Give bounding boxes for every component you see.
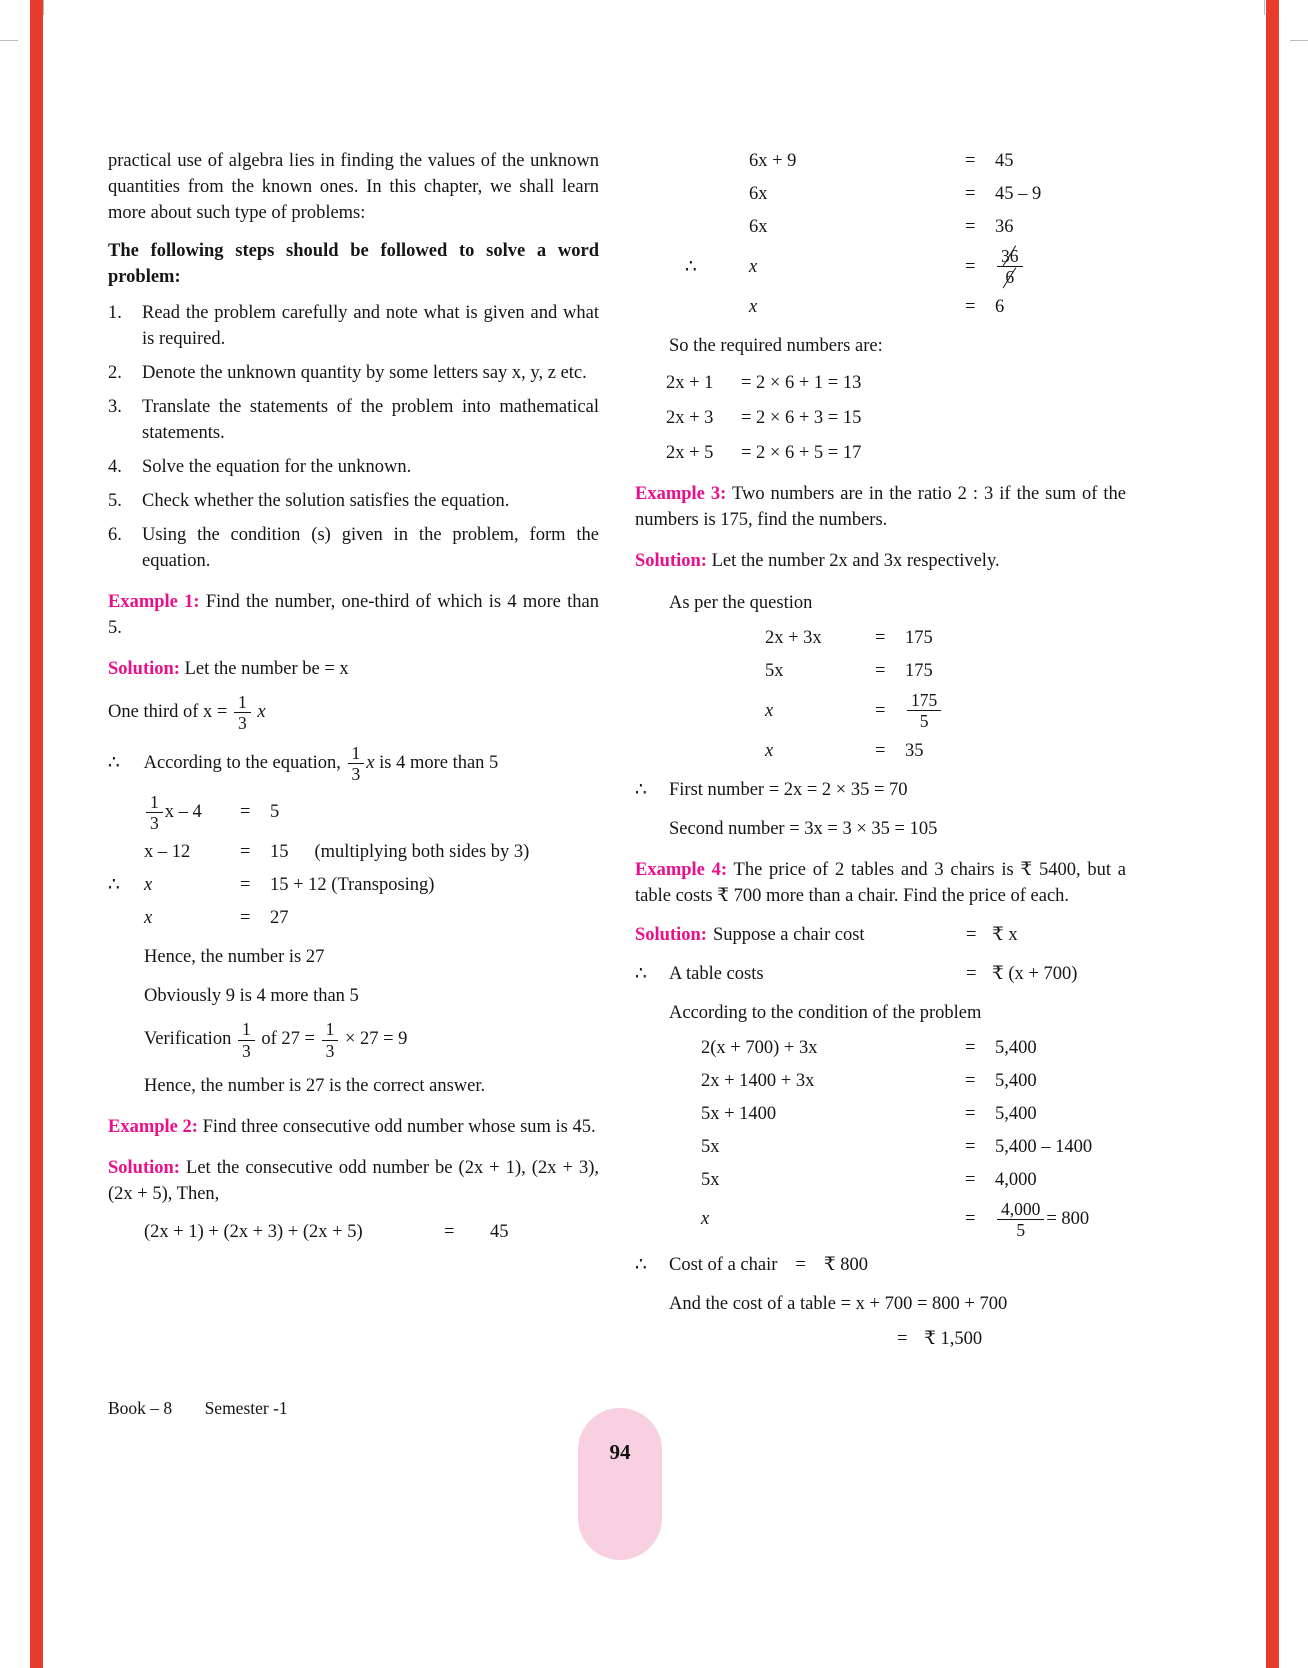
equals-sign: = [240, 875, 251, 896]
equals-sign: = [240, 802, 251, 823]
numerator: 1 [150, 791, 159, 812]
solution-2-text: Let the consecutive odd number be (2x + 1), (2x + 3), (2x + 5), Then, [108, 1158, 600, 1204]
equals-sign: = [240, 908, 251, 929]
fraction [995, 1200, 1046, 1240]
cancelled-value: 6 [1005, 267, 1015, 288]
numerator: 1 [241, 1019, 251, 1040]
page-number-capsule [578, 1408, 662, 1560]
equation-lhs: 5x [701, 1169, 720, 1190]
solution-4-label: Solution: [635, 924, 707, 945]
fraction [236, 1020, 257, 1060]
example-3-text: Two numbers are in the ratio 2 : 3 if the sum of the numbers is 175, find the numbers. [635, 483, 1126, 530]
one-third-line [108, 693, 599, 733]
equals-sign: = [965, 1169, 976, 1190]
equation-rhs: 5,400 [995, 1070, 1037, 1091]
equation-rhs [270, 839, 599, 865]
equals-sign: = [875, 660, 886, 681]
math-text: Suppose a chair cost [712, 924, 865, 945]
equation-lhs: 2x + 1400 + 3x [701, 1070, 815, 1091]
left-margin-bar [30, 0, 43, 1668]
therefore-symbol: ∴ [685, 256, 697, 277]
equation-lhs: 2x + 3 [666, 407, 714, 428]
equals-sign: = [966, 963, 977, 984]
step-number: 2. [108, 363, 122, 383]
equation-rhs [995, 1200, 1126, 1240]
example-4-paragraph [635, 857, 1126, 909]
sum-equation [144, 1219, 599, 1245]
equals-sign: = [965, 151, 976, 171]
equals-sign: = [240, 842, 251, 863]
second-number-line: Second number = 3x = 3 × 35 = 105 [669, 818, 938, 839]
therefore-symbol: ∴ [635, 963, 647, 984]
equation-rhs: = 2 × 6 + 1 = 13 [741, 372, 862, 393]
fraction [320, 1020, 341, 1060]
equation-lhs: x [144, 875, 153, 896]
according-condition-line: According to the condition of the problem [669, 1002, 982, 1023]
equals-sign: = [965, 1136, 976, 1157]
math-text: = 800 [1046, 1208, 1090, 1229]
equation-rhs: 45 – 9 [995, 184, 1042, 204]
denominator: 3 [146, 812, 163, 832]
according-line [108, 744, 599, 784]
solution-1-text: Let the number be = x [184, 659, 349, 679]
equals-sign: = [875, 740, 886, 761]
solution-1-label: Solution: [108, 659, 180, 679]
step-number: 6. [108, 525, 122, 545]
math-text: x [257, 702, 266, 723]
step-number: 3. [108, 397, 122, 417]
fraction-cancelled [995, 247, 1025, 287]
equation-lhs [144, 793, 240, 833]
right-margin-bar [1266, 0, 1279, 1668]
therefore-symbol: ∴ [108, 752, 120, 773]
equation-rhs: 5,400 – 1400 [995, 1136, 1093, 1157]
equation-rhs: 36 [995, 217, 1014, 237]
solution-3-label: Solution: [635, 550, 707, 571]
therefore-symbol: ∴ [635, 779, 647, 800]
steps-list [108, 300, 599, 574]
equation-lhs: 6x [749, 217, 768, 237]
equation-rhs: ₹ 800 [823, 1255, 868, 1276]
fraction [346, 744, 367, 784]
cancelled-value: 36 [1001, 246, 1019, 266]
equals-sign: = [897, 1329, 908, 1350]
equation-rhs: 45 [995, 151, 1014, 171]
example-2-paragraph [108, 1114, 599, 1140]
crop-mark [0, 40, 18, 41]
fraction [905, 691, 943, 731]
equals-sign: = [965, 1037, 976, 1058]
equation-lhs: 6x [749, 184, 768, 204]
math-text: First number = 2x = 2 × 35 = 70 [669, 779, 908, 800]
steps-heading: The following steps should be followed to solve a word problem: [108, 241, 599, 287]
example-1-text: Find the number, one-third of which is 4 more than 5. [108, 592, 599, 638]
equals-sign: = [444, 1222, 455, 1242]
so-required-line: So the required numbers are: [669, 335, 883, 356]
equation-rhs: 175 [905, 660, 933, 681]
table-costs-line [635, 961, 1126, 987]
equation-lhs: 5x [701, 1136, 720, 1157]
math-text: One third of x = [108, 702, 228, 723]
math-text: Cost of a chair [669, 1255, 778, 1276]
equation-block-price [701, 1035, 1126, 1240]
equation-rhs: 45 [490, 1222, 509, 1242]
example-3-label: Example 3: [635, 483, 727, 504]
equation-block-ratio [765, 625, 1126, 764]
step-item-5 [108, 488, 599, 514]
example-4-text: The price of 2 tables and 3 chairs is ₹ 5400, but a table costs ₹ 700 more than a chair. Find the price of each. [635, 859, 1126, 906]
equals-sign: = [965, 256, 976, 277]
footer [108, 1398, 288, 1419]
equation-rhs: 6 [995, 296, 1005, 317]
required-numbers-list [666, 370, 1126, 466]
equals-sign: = [965, 1070, 976, 1091]
solution-4-line [635, 922, 1126, 948]
hence-line-2: Hence, the number is 27 is the correct answer. [144, 1076, 486, 1096]
step-text: Read the problem carefully and note what is given and what is required. [142, 303, 599, 349]
example-3-paragraph [635, 481, 1126, 533]
equation-rhs: 175 [905, 627, 933, 648]
numerator: 4,000 [1001, 1198, 1041, 1219]
therefore-symbol: ∴ [108, 875, 120, 896]
table-cost-line: And the cost of a table = x + 700 = 800 + 700 [669, 1294, 1008, 1315]
footer-book: Book – 8 [108, 1398, 173, 1418]
page-content [108, 148, 1126, 1352]
equation-lhs: 6x + 9 [749, 151, 797, 171]
equals-sign: = [965, 1209, 976, 1230]
equation-rhs: 5,400 [995, 1037, 1037, 1058]
left-column [108, 148, 599, 1352]
denominator: 3 [348, 763, 365, 783]
equation-rhs: = 2 × 6 + 3 = 15 [741, 407, 862, 428]
numerator: 1 [237, 692, 247, 712]
equals-sign: = [965, 184, 976, 204]
equation-lhs: x [749, 256, 758, 277]
denominator [997, 266, 1023, 286]
numerator [997, 247, 1023, 266]
step-item-1 [108, 300, 599, 352]
equation-lhs: 2x + 1 [666, 372, 714, 393]
step-number: 1. [108, 303, 122, 323]
crop-mark [43, 0, 44, 15]
math-text: Verification [144, 1029, 232, 1050]
equation-rhs: 5 [270, 802, 280, 823]
solution-3-paragraph [635, 548, 1126, 574]
math-text: is 4 more than 5 [379, 752, 499, 773]
equals-sign: = [965, 296, 976, 317]
hence-line-1: Hence, the number is 27 [144, 947, 325, 968]
equation-lhs: x [765, 740, 774, 761]
fraction [232, 693, 253, 733]
equation-lhs: 5x [765, 660, 784, 681]
equation-rhs: 15 + 12 (Transposing) [270, 875, 435, 896]
example-1-label: Example 1: [108, 592, 200, 612]
equation-lhs: 5x + 1400 [701, 1103, 777, 1124]
therefore-symbol: ∴ [635, 1255, 647, 1276]
numerator: 1 [325, 1019, 335, 1040]
equation-rhs [905, 691, 1126, 731]
equation-lhs: (2x + 1) + (2x + 3) + (2x + 5) [144, 1222, 363, 1242]
equals-sign: = [965, 1103, 976, 1124]
step-text: Denote the unknown quantity by some letters say x, y, z etc. [142, 363, 587, 383]
footer-semester: Semester -1 [204, 1398, 288, 1418]
step-number: 4. [108, 457, 122, 477]
equation-rhs: 5,400 [995, 1103, 1037, 1124]
step-number: 5. [108, 491, 122, 511]
equation-rhs: = 2 × 6 + 5 = 17 [741, 442, 862, 463]
equation-lhs: x [765, 700, 774, 721]
as-per-line: As per the question [669, 592, 813, 613]
equation-rhs: ₹ 1,500 [924, 1329, 983, 1350]
example-4-label: Example 4: [635, 859, 728, 880]
intro-paragraph: practical use of algebra lies in finding the values of the unknown quantities from the known ones. In this chapter, we shall learn more about such type of problems: [108, 151, 599, 223]
right-column [635, 148, 1126, 1352]
equation-rhs: ₹ x [992, 924, 1018, 945]
solution-2-paragraph [108, 1155, 599, 1207]
math-text: x [366, 752, 375, 773]
equation-block-1 [108, 793, 599, 932]
page-number: 94 [609, 1440, 631, 1464]
crop-mark [1290, 40, 1308, 41]
denominator: 3 [322, 1040, 339, 1060]
chair-cost-line [635, 1252, 1126, 1278]
example-2-label: Example 2: [108, 1117, 198, 1137]
equation-note: (multiplying both sides by 3) [314, 842, 530, 863]
crop-mark [1264, 0, 1265, 15]
equation-rhs: 4,000 [995, 1169, 1037, 1190]
equation-rhs: 35 [905, 740, 924, 761]
fraction [144, 793, 165, 833]
equation-rhs: 27 [270, 908, 289, 929]
example-2-text: Find three consecutive odd number whose sum is 45. [202, 1117, 596, 1137]
equation-lhs: x [144, 908, 153, 929]
denominator: 3 [238, 1040, 255, 1060]
denominator: 5 [997, 1219, 1044, 1239]
equation-lhs: x [701, 1209, 710, 1230]
math-text: × 27 = 9 [344, 1029, 408, 1050]
equals-sign: = [966, 924, 977, 945]
step-text: Translate the statements of the problem into mathematical statements. [142, 397, 599, 443]
denominator: 3 [234, 712, 251, 732]
step-item-3 [108, 394, 599, 446]
equals-sign: = [875, 700, 886, 721]
step-item-4 [108, 454, 599, 480]
math-text: According to the equation, [143, 752, 341, 773]
equals-sign: = [965, 217, 976, 237]
equals-sign: = [875, 627, 886, 648]
denominator: 5 [907, 710, 941, 730]
equation-lhs: 2x + 3x [765, 627, 822, 648]
numerator: 1 [351, 742, 361, 763]
step-item-2 [108, 360, 599, 386]
math-text: x – 4 [164, 801, 202, 822]
step-text: Solve the equation for the unknown. [142, 457, 412, 477]
equation-block-solve [685, 148, 1126, 320]
verification-line [144, 1020, 599, 1060]
first-number-line [635, 777, 1126, 803]
math-text: 15 [270, 842, 289, 863]
equals-sign: = [795, 1255, 806, 1276]
solution-2-label: Solution: [108, 1158, 180, 1178]
equation-lhs: 2(x + 700) + 3x [701, 1037, 818, 1058]
equation-rhs [995, 247, 1126, 287]
equation-rhs: ₹ (x + 700) [992, 963, 1078, 984]
step-text: Check whether the solution satisfies the equation. [142, 491, 510, 511]
example-1-paragraph [108, 589, 599, 641]
numerator: 175 [911, 689, 938, 710]
equation-lhs: 2x + 5 [666, 442, 714, 463]
equation-lhs: x – 12 [144, 842, 191, 863]
table-cost-result-line [897, 1326, 1126, 1352]
solution-3-text: Let the number 2x and 3x respectively. [711, 550, 1000, 571]
equation-lhs: x [749, 296, 758, 317]
step-item-6 [108, 522, 599, 574]
math-text: 27 = [281, 1029, 315, 1050]
math-text: A table costs [669, 963, 764, 984]
obviously-line: Obviously 9 is 4 more than 5 [144, 986, 359, 1007]
step-text: Using the condition (s) given in the problem, form the equation. [142, 525, 599, 571]
solution-1-paragraph [108, 656, 599, 682]
math-text: of [261, 1029, 277, 1050]
